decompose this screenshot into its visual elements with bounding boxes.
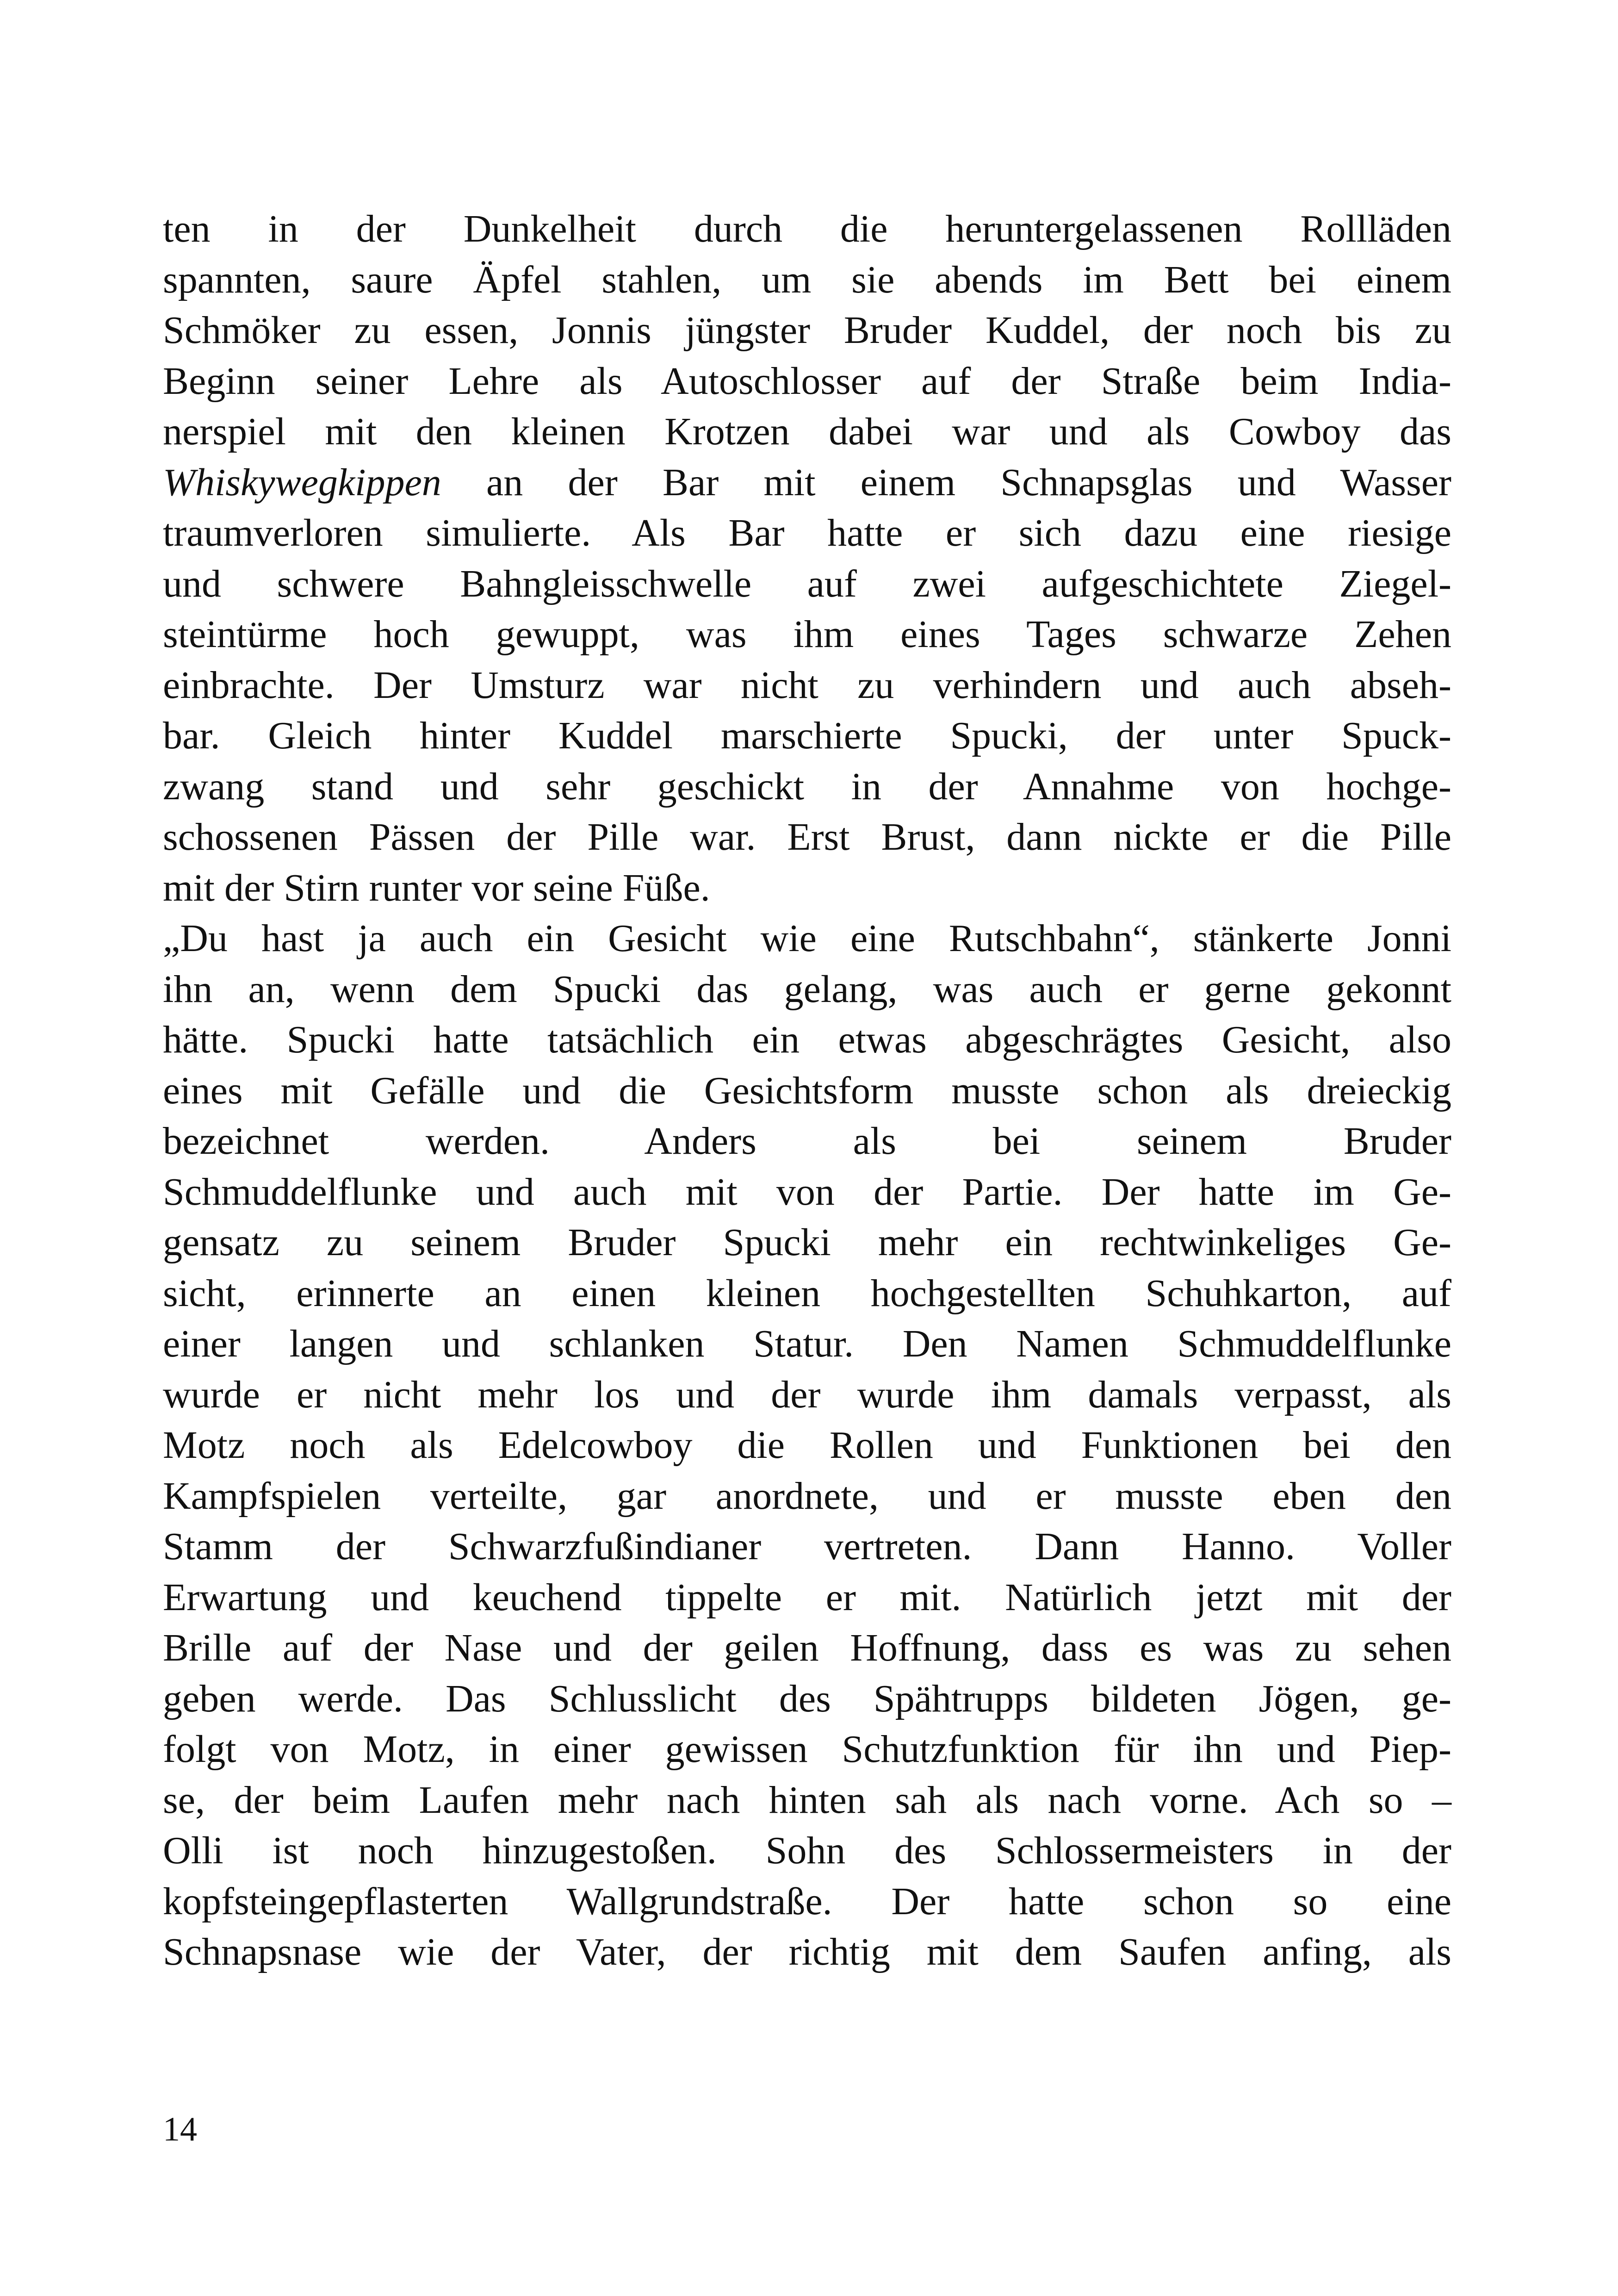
text-line — [163, 1116, 1451, 1167]
text-line — [163, 812, 1451, 863]
line-text: gensatz zu seinem Bruder Spucki mehr ein rechtwinkeliges Ge- — [163, 1221, 1451, 1264]
line-text: bar. Gleich hinter Kuddel marschierte Spucki, der unter Spuck- — [163, 714, 1451, 757]
line-text: hätte. Spucki hatte tatsächlich ein etwas abgeschrägtes Gesicht, also — [163, 1018, 1451, 1061]
text-line — [163, 1521, 1451, 1572]
line-text: schossenen Pässen der Pille war. Erst Brust, dann nickte er die Pille — [163, 815, 1451, 859]
line-text: se, der beim Laufen mehr nach hinten sah als nach vorne. Ach so – — [163, 1778, 1451, 1822]
text-line — [163, 1775, 1451, 1826]
line-text: einer langen und schlanken Statur. Den Namen Schmuddelflunke — [163, 1322, 1451, 1365]
line-text: an der Bar mit einem Schnapsglas und Wasser — [441, 460, 1451, 504]
line-text: Motz noch als Edelcowboy die Rollen und Funktionen bei den — [163, 1424, 1451, 1467]
text-line — [163, 1927, 1451, 1978]
text-line — [163, 559, 1451, 610]
text-line — [163, 305, 1451, 356]
text-line — [163, 1420, 1451, 1471]
text-line — [163, 761, 1451, 812]
line-text: Stamm der Schwarzfußindianer vertreten. Dann Hanno. Voller — [163, 1525, 1451, 1568]
line-text: Schmuddelflunke und auch mit von der Partie. Der hatte im Ge- — [163, 1170, 1451, 1213]
line-text: kopfsteingepflasterten Wallgrundstraße. Der hatte schon so eine — [163, 1879, 1451, 1923]
page-number: 14 — [163, 2110, 197, 2148]
text-line — [163, 1014, 1451, 1065]
text-line — [163, 204, 1451, 255]
text-line — [163, 660, 1451, 711]
line-text: ihn an, wenn dem Spucki das gelang, was auch er gerne gekonnt — [163, 967, 1451, 1011]
line-text: Olli ist noch hinzugestoßen. Sohn des Schlossermeisters in der — [163, 1829, 1451, 1872]
text-line — [163, 356, 1451, 407]
text-line — [163, 1065, 1451, 1116]
line-text: ten in der Dunkelheit durch die heruntergelassenen Rollläden — [163, 207, 1451, 250]
line-text: spannten, saure Äpfel stahlen, um sie abends im Bett bei einem — [163, 258, 1451, 301]
text-line — [163, 913, 1451, 964]
line-text: mit der Stirn runter vor seine Füße. — [163, 866, 710, 909]
text-line — [163, 255, 1451, 305]
line-text: nerspiel mit den kleinen Krotzen dabei war und als Cowboy das — [163, 410, 1451, 453]
text-line — [163, 609, 1451, 660]
text-line — [163, 1319, 1451, 1369]
italic-word: Whiskywegkippen — [163, 460, 441, 504]
line-text: „Du hast ja auch ein Gesicht wie eine Rutschbahn“, stänkerte Jonni — [163, 917, 1451, 960]
text-line — [163, 964, 1451, 1015]
text-line — [163, 508, 1451, 559]
text-line — [163, 1674, 1451, 1724]
text-line — [163, 1268, 1451, 1319]
line-text: traumverloren simulierte. Als Bar hatte er sich dazu eine riesige — [163, 511, 1451, 554]
line-text: zwang stand und sehr geschickt in der Annahme von hochge- — [163, 765, 1451, 808]
text-line — [163, 710, 1451, 761]
line-text: Schmöker zu essen, Jonnis jüngster Bruder Kuddel, der noch bis zu — [163, 309, 1451, 352]
line-text: eines mit Gefälle und die Gesichtsform musste schon als dreieckig — [163, 1069, 1451, 1112]
text-line — [163, 406, 1451, 457]
text-line — [163, 863, 1451, 914]
line-text: wurde er nicht mehr los und der wurde ihm damals verpasst, als — [163, 1373, 1451, 1416]
text-line — [163, 1724, 1451, 1775]
body-text — [163, 204, 1451, 1978]
line-text: bezeichnet werden. Anders als bei seinem Bruder — [163, 1120, 1451, 1163]
text-line — [163, 457, 1451, 508]
line-text: sicht, erinnerte an einen kleinen hochgestellten Schuhkarton, auf — [163, 1271, 1451, 1315]
line-text: einbrachte. Der Umsturz war nicht zu verhindern und auch abseh- — [163, 663, 1451, 707]
line-text: Beginn seiner Lehre als Autoschlosser auf der Straße beim India- — [163, 359, 1451, 403]
line-text: geben werde. Das Schlusslicht des Spähtrupps bildeten Jögen, ge- — [163, 1677, 1451, 1720]
line-text: Kampfspielen verteilte, gar anordnete, und er musste eben den — [163, 1474, 1451, 1518]
text-line — [163, 1876, 1451, 1927]
text-line — [163, 1217, 1451, 1268]
line-text: und schwere Bahngleisschwelle auf zwei aufgeschichtete Ziegel- — [163, 562, 1451, 605]
line-text: Erwartung und keuchend tippelte er mit. Natürlich jetzt mit der — [163, 1575, 1451, 1619]
line-text: Schnapsnase wie der Vater, der richtig mit dem Saufen anfing, als — [163, 1930, 1451, 1973]
line-text: steintürme hoch gewuppt, was ihm eines Tages schwarze Zehen — [163, 613, 1451, 656]
text-line — [163, 1471, 1451, 1522]
line-text: folgt von Motz, in einer gewissen Schutzfunktion für ihn und Piep- — [163, 1728, 1451, 1771]
text-line — [163, 1623, 1451, 1674]
text-line — [163, 1825, 1451, 1876]
line-text: Brille auf der Nase und der geilen Hoffnung, dass es was zu sehen — [163, 1626, 1451, 1669]
text-line — [163, 1572, 1451, 1623]
text-line — [163, 1369, 1451, 1420]
text-line — [163, 1167, 1451, 1218]
